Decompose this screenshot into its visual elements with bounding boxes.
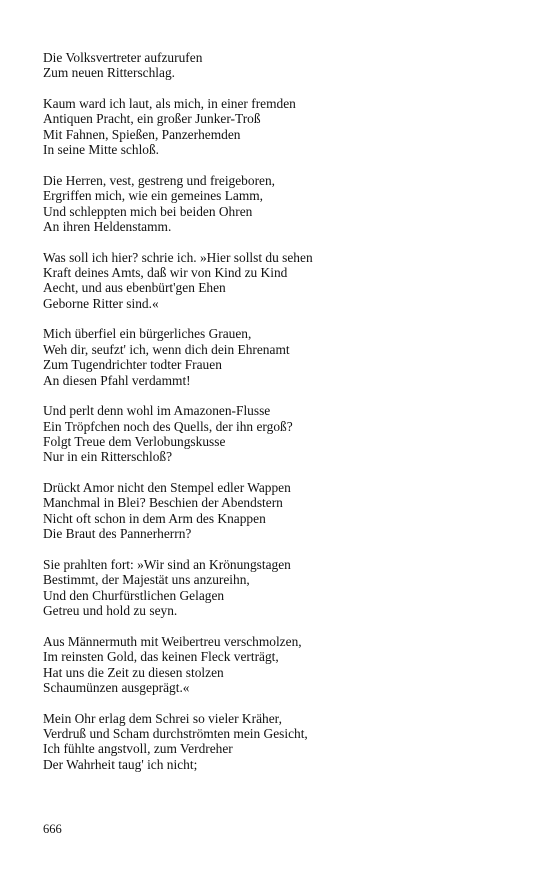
verse-line: Die Braut des Pannerherrn? xyxy=(43,526,192,542)
stanza-2 xyxy=(43,96,513,158)
verse-line: Antiquen Pracht, ein großer Junker-Troß xyxy=(43,111,261,127)
verse-line: Und perlt denn wohl im Amazonen-Flusse xyxy=(43,403,271,419)
verse-line: Kaum ward ich laut, als mich, in einer fremden xyxy=(43,96,296,111)
verse-line: Ich fühlte angstvoll, zum Verdreher xyxy=(43,741,233,757)
stanza-9 xyxy=(43,634,513,696)
poem-body xyxy=(43,50,513,787)
verse-line: An diesen Pfahl verdammt! xyxy=(43,372,191,388)
verse-line: Hat uns die Zeit zu diesen stolzen xyxy=(43,664,224,680)
verse-line: An ihren Heldenstamm. xyxy=(43,219,172,235)
verse-line: Nur in ein Ritterschloß? xyxy=(43,449,173,465)
verse-line: Kraft deines Amts, daß wir von Kind zu Kind xyxy=(43,265,288,281)
verse-line: Was soll ich hier? schrie ich. »Hier sollst du sehen xyxy=(43,249,313,265)
verse-line: Verdruß und Scham durchströmten mein Gesicht, xyxy=(43,725,308,741)
stanza-10 xyxy=(43,711,513,773)
verse-line: Mich überfiel ein bürgerliches Grauen, xyxy=(43,326,252,342)
verse-line: Die Herren, vest, gestreng und freigeboren, xyxy=(43,172,276,188)
stanza-6 xyxy=(43,403,513,465)
stanza-1 xyxy=(43,50,513,81)
stanza-3 xyxy=(43,173,513,235)
verse-line: In seine Mitte schloß. xyxy=(43,142,160,158)
stanza-7 xyxy=(43,480,513,542)
verse-line: Aecht, und aus ebenbürt'gen Ehen xyxy=(43,280,226,296)
verse-line: Manchmal in Blei? Beschien der Abendstern xyxy=(43,495,283,511)
verse-line: Ein Tröpfchen noch des Quells, der ihn ergoß? xyxy=(43,418,293,434)
verse-line: Schaumünzen ausgeprägt.« xyxy=(43,679,190,695)
verse-line: Im reinsten Gold, das keinen Fleck verträgt, xyxy=(43,649,279,665)
verse-line: Bestimmt, der Majestät uns anzureihn, xyxy=(43,572,250,588)
verse-line: Folgt Treue dem Verlobungskusse xyxy=(43,434,226,450)
verse-line: Zum Tugendrichter todter Frauen xyxy=(43,357,222,373)
verse-line: Und den Churfürstlichen Gelagen xyxy=(43,587,225,603)
verse-line: Ergriffen mich, wie ein gemeines Lamm, xyxy=(43,188,264,204)
stanza-8 xyxy=(43,557,513,619)
verse-line: Drückt Amor nicht den Stempel edler Wappen xyxy=(43,480,291,496)
verse-line: Die Volksvertreter aufzurufen xyxy=(43,50,203,65)
verse-line: Nicht oft schon in dem Arm des Knappen xyxy=(43,510,266,526)
verse-line: Der Wahrheit taug' ich nicht; xyxy=(43,756,198,772)
verse-line: Und schleppten mich bei beiden Ohren xyxy=(43,203,253,219)
stanza-4 xyxy=(43,250,513,312)
verse-line: Geborne Ritter sind.« xyxy=(43,295,159,311)
verse-line: Weh dir, seufzt' ich, wenn dich dein Ehrenamt xyxy=(43,341,290,357)
verse-line: Aus Männermuth mit Weibertreu verschmolzen, xyxy=(43,633,302,649)
verse-line: Getreu und hold zu seyn. xyxy=(43,603,178,619)
stanza-5 xyxy=(43,326,513,388)
verse-line: Mit Fahnen, Spießen, Panzerhemden xyxy=(43,126,241,142)
verse-line: Zum neuen Ritterschlag. xyxy=(43,65,176,81)
verse-line: Mein Ohr erlag dem Schrei so vieler Kräher, xyxy=(43,710,282,726)
page-number: 666 xyxy=(43,822,62,836)
verse-line: Sie prahlten fort: »Wir sind an Krönungstagen xyxy=(43,556,291,572)
